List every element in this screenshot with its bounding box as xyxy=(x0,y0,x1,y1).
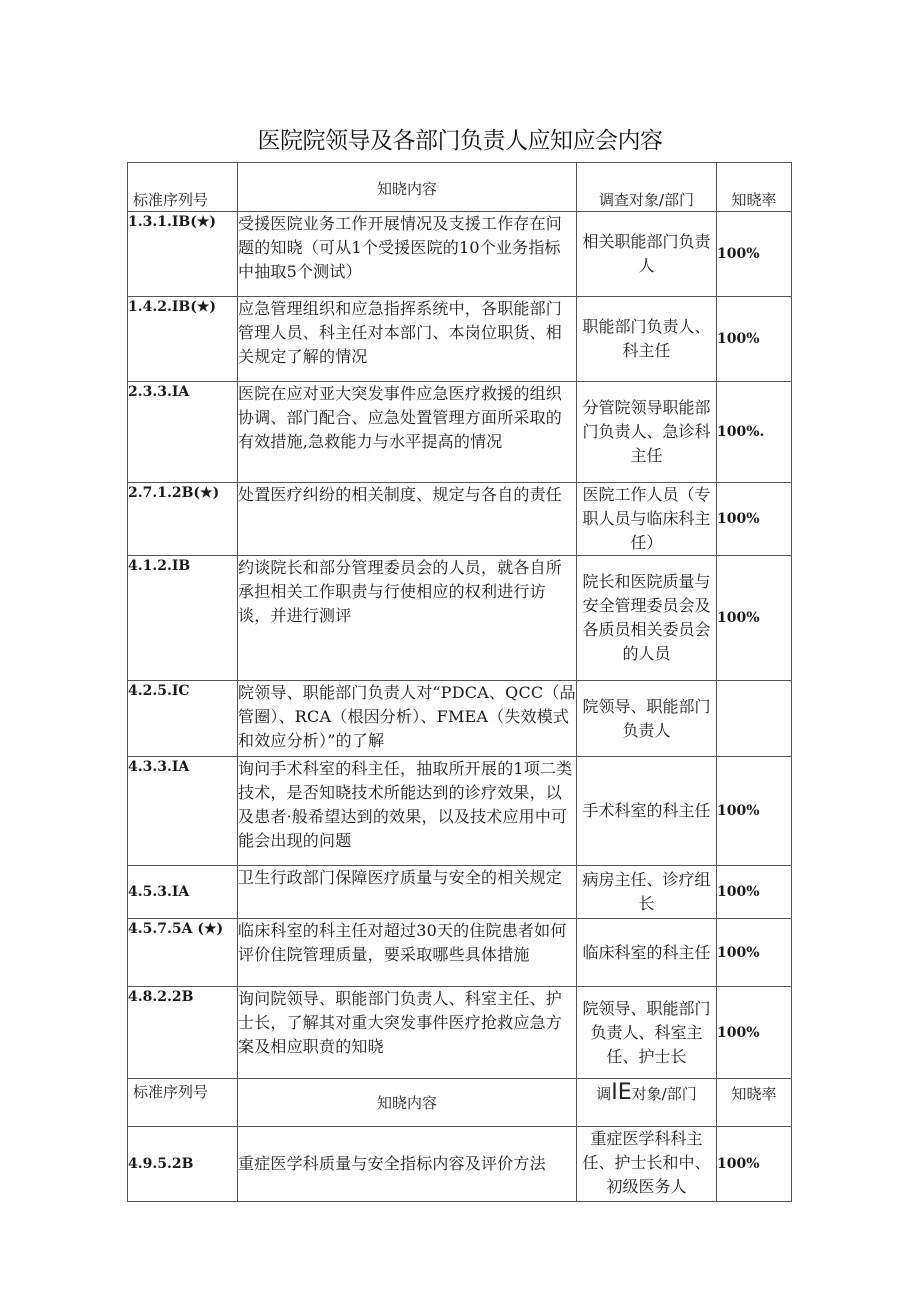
row-target: 相关职能部门负责人 xyxy=(577,212,717,297)
row-code: 4.5.7.5A (★) xyxy=(128,919,238,987)
header-rate: 知晓率 xyxy=(717,163,792,212)
header-code: 标准序列号 xyxy=(128,1079,238,1127)
row-target: 医院工作人员（专职人员与临床科主任） xyxy=(577,483,717,556)
table-header-row-repeat xyxy=(128,1079,792,1127)
table-row xyxy=(128,212,792,297)
row-target: 院领导、职能部门负责人、科室主任、护士长 xyxy=(577,987,717,1079)
page-title: 医院院领导及各部门负责人应知应会内容 xyxy=(257,128,663,154)
row-content: 临床科室的科主任对超过30天的住院患者如何评价住院管理质量，要采取哪些具体措施 xyxy=(238,919,577,987)
header-target-prefix: 调 xyxy=(596,1085,612,1103)
row-target: 重症医学科科主任、护士长和中、初级医务人 xyxy=(577,1127,717,1202)
header-rate: 知晓率 xyxy=(717,1079,792,1127)
row-rate: 100%. xyxy=(717,382,792,483)
row-content: 受援医院业务工作开展情况及支援工作存在问题的知晓（可从1个受援医院的10个业务指标中抽取5个测试） xyxy=(238,212,577,297)
row-rate: 100% xyxy=(717,919,792,987)
row-rate: 100% xyxy=(717,757,792,866)
row-rate: 100% xyxy=(717,866,792,919)
row-code: 2.3.3.IA xyxy=(128,382,238,483)
row-content: 处置医疗纠纷的相关制度、规定与各自的责任 xyxy=(238,483,577,556)
row-content: 应急管理组织和应急指挥系统中，各职能部门管理人员、科主任对本部门、本岗位职货、相关规定了解的情况 xyxy=(238,297,577,382)
row-code: 1.4.2.IB(★) xyxy=(128,297,238,382)
row-content: 医院在应对亚大突发事件应急医疗救援的组织协调、部门配合、应急处置管理方面所采取的有效措施,急救能力与水平提高的情况 xyxy=(238,382,577,483)
row-target: 病房主任、诊疗组长 xyxy=(577,866,717,919)
row-rate: 100% xyxy=(717,987,792,1079)
row-content: 约谈院长和部分管理委员会的人员，就各自所承担相关工作职责与行使相应的权利进行访谈，并进行测评 xyxy=(238,556,577,681)
table-row xyxy=(128,866,792,919)
row-target: 手术科室的科主任 xyxy=(577,757,717,866)
knowledge-table xyxy=(127,162,792,1202)
row-code: 4.9.5.2B xyxy=(128,1127,238,1202)
row-target: 分管院领导职能部门负责人、急诊科主任 xyxy=(577,382,717,483)
row-code: 4.5.3.IA xyxy=(128,866,238,919)
table-row xyxy=(128,382,792,483)
row-target: 院领导、职能部门负责人 xyxy=(577,681,717,757)
header-target: 调查对象/部门 xyxy=(577,163,717,212)
header-target xyxy=(577,1079,717,1127)
header-content: 知晓内容 xyxy=(238,1079,577,1127)
row-target: 临床科室的科主任 xyxy=(577,919,717,987)
table-header-row xyxy=(128,163,792,212)
table-row xyxy=(128,987,792,1079)
table-row xyxy=(128,1127,792,1202)
row-code: 4.3.3.IA xyxy=(128,757,238,866)
table-row xyxy=(128,483,792,556)
row-rate xyxy=(717,681,792,757)
row-code: 2.7.1.2B(★) xyxy=(128,483,238,556)
header-content: 知晓内容 xyxy=(238,163,577,212)
row-code: 1.3.1.IB(★) xyxy=(128,212,238,297)
row-content: 重症医学科质量与安全指标内容及评价方法 xyxy=(238,1127,577,1202)
table-row xyxy=(128,681,792,757)
row-content: 卫生行政部门保障医疗质量与安全的相关规定 xyxy=(238,866,577,919)
table-row xyxy=(128,757,792,866)
row-code: 4.2.5.IC xyxy=(128,681,238,757)
row-content: 院领导、职能部门负责人对“PDCA、QCC（品管圈）、RCA（根因分析）、FMEA（失效模式和效应分析）”的了解 xyxy=(238,681,577,757)
table-row xyxy=(128,556,792,681)
row-target: 院长和医院质量与安全管理委员会及各质员相关委员会的人员 xyxy=(577,556,717,681)
row-code: 4.1.2.IB xyxy=(128,556,238,681)
row-rate: 100% xyxy=(717,297,792,382)
row-content: 询问院领导、职能部门负责人、科室主任、护士长，了解其对重大突发事件医疗抢救应急方案及相应职贲的知晓 xyxy=(238,987,577,1079)
row-target: 职能部门负责人、科主任 xyxy=(577,297,717,382)
header-code: 标准序列号 xyxy=(128,163,238,212)
row-code: 4.8.2.2B xyxy=(128,987,238,1079)
row-rate: 100% xyxy=(717,1127,792,1202)
row-rate: 100% xyxy=(717,212,792,297)
table-row xyxy=(128,919,792,987)
header-target-ie: IE xyxy=(611,1080,632,1105)
row-rate: 100% xyxy=(717,556,792,681)
table-row xyxy=(128,297,792,382)
row-rate: 100% xyxy=(717,483,792,556)
row-content: 询问手术科室的科主任，抽取所开展的1项二类技术，是否知晓技术所能达到的诊疗效果，以及患者·般希望达到的效果，以及技术应用中可能会出现的问题 xyxy=(238,757,577,866)
header-target-suffix: 对象/部门 xyxy=(631,1085,697,1103)
